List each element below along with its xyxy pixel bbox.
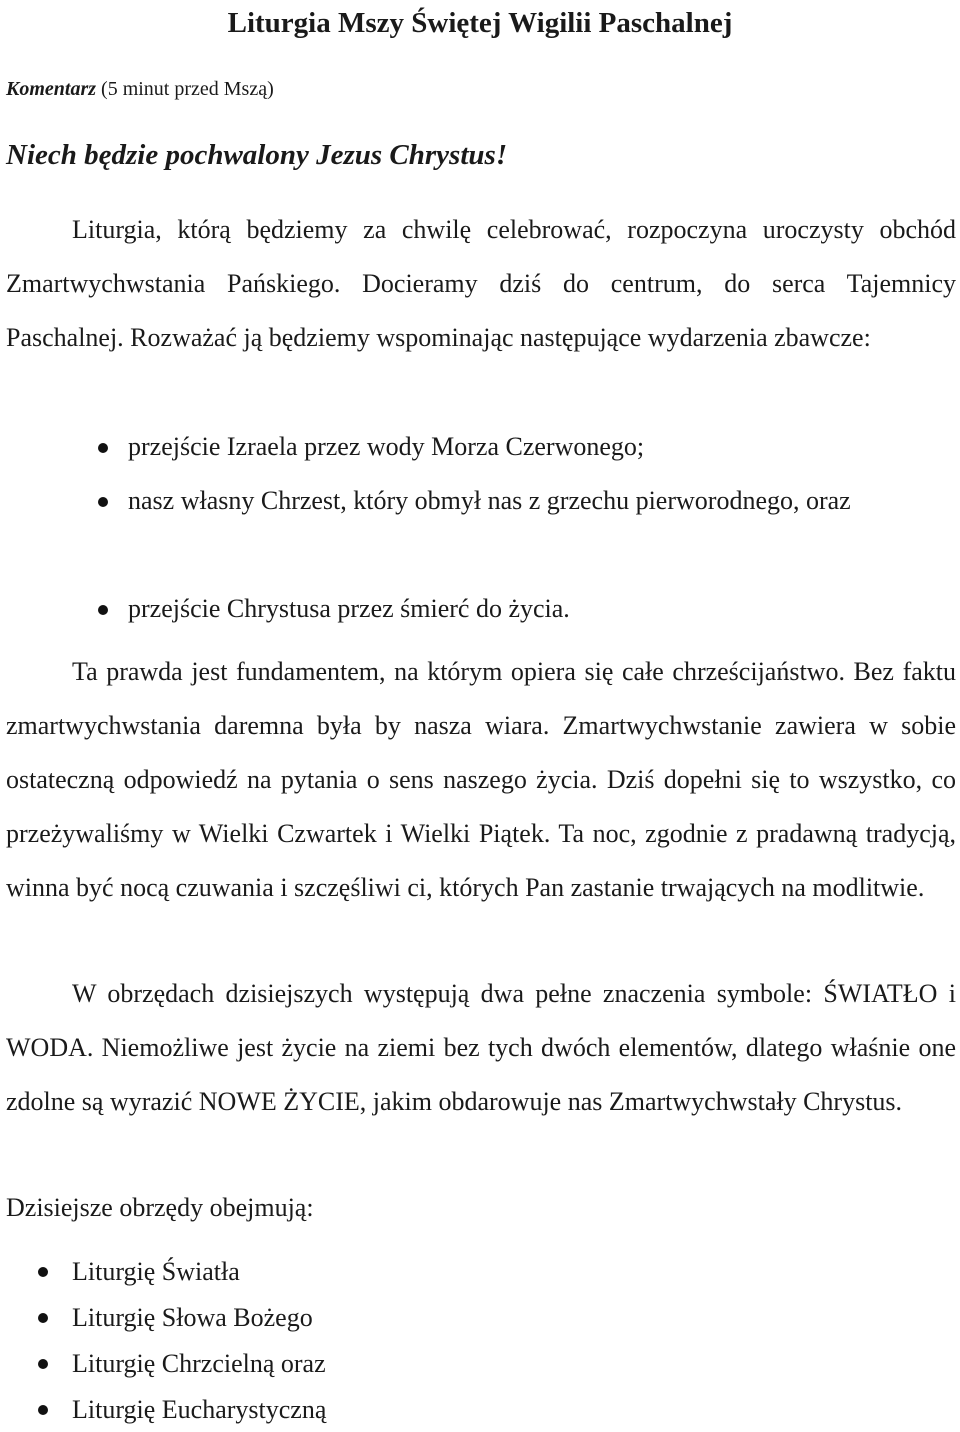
list-item-text: Liturgię Eucharystyczną [72,1395,327,1424]
paragraph-truth [6,645,956,915]
comment-line [6,74,274,104]
list-item-text: przejście Izraela przez wody Morza Czerwonego; [128,432,645,461]
bullet-icon [98,497,108,507]
list-item [72,1250,240,1294]
comment-label: Komentarz [6,78,97,100]
list-item-text: Liturgię Chrzcielną oraz [72,1349,326,1378]
bullet-icon [38,1405,48,1415]
list-item-text: nasz własny Chrzest, który obmył nas z grzechu pierworodnego, oraz [128,486,851,515]
paragraph-symbols-text: W obrzędach dzisiejszych występują dwa pełne znaczenia symbole: ŚWIATŁO i WODA. Niemożliwe jest życie na ziemi bez tych dwóch elementów, dlatego właśnie one zdolne są wyrazić NOWE ŻYCIE, jakim obdarowuje nas Zmartwychwstały Chrystus. [6,979,956,1116]
bullet-icon [98,443,108,453]
paragraph-intro-text: Liturgia, którą będziemy za chwilę celebrować, rozpoczyna uroczysty obchód Zmartwychwstania Pańskiego. Docieramy dziś do centrum, do serca Tajemnicy Paschalnej. Rozważać ją będziemy wspominając następujące wydarzenia zbawcze: [6,215,956,352]
list-item [128,474,956,528]
list-item [72,1296,313,1340]
list-item [128,582,956,636]
paragraph-truth-text: Ta prawda jest fundamentem, na którym opiera się całe chrześcijaństwo. Bez faktu zmartwychwstania daremna była by nasza wiara. Zmartwychwstanie zawiera w sobie ostateczną odpowiedź na pytania o sens naszego życia. Dziś dopełni się to wszystko, co przeżywaliśmy w Wielki Czwartek i Wielki Piątek. Ta noc, zgodnie z pradawną tradycją, winna być nocą czuwania i szczęśliwi ci, których Pan zastanie trwających na modlitwie. [6,657,956,902]
document-title: Liturgia Mszy Świętej Wigilii Paschalnej [227,7,733,39]
bullet-icon [98,605,108,615]
list-item-text: przejście Chrystusa przez śmierć do życia. [128,594,570,623]
comment-note: (5 minut przed Mszą) [96,78,274,100]
list-item-text: Liturgię Światła [72,1257,240,1286]
list-item [72,1342,326,1386]
list-item [128,420,956,474]
paragraph-symbols [6,967,956,1129]
paragraph-intro [6,203,956,365]
list-item-text: Liturgię Słowa Bożego [72,1303,313,1332]
rites-intro: Dzisiejsze obrzędy obejmują: [6,1193,314,1222]
list-item [72,1388,326,1432]
bullet-icon [38,1267,48,1277]
greeting: Niech będzie pochwalony Jezus Chrystus! [6,139,508,171]
bullet-icon [38,1313,48,1323]
bullet-icon [38,1359,48,1369]
